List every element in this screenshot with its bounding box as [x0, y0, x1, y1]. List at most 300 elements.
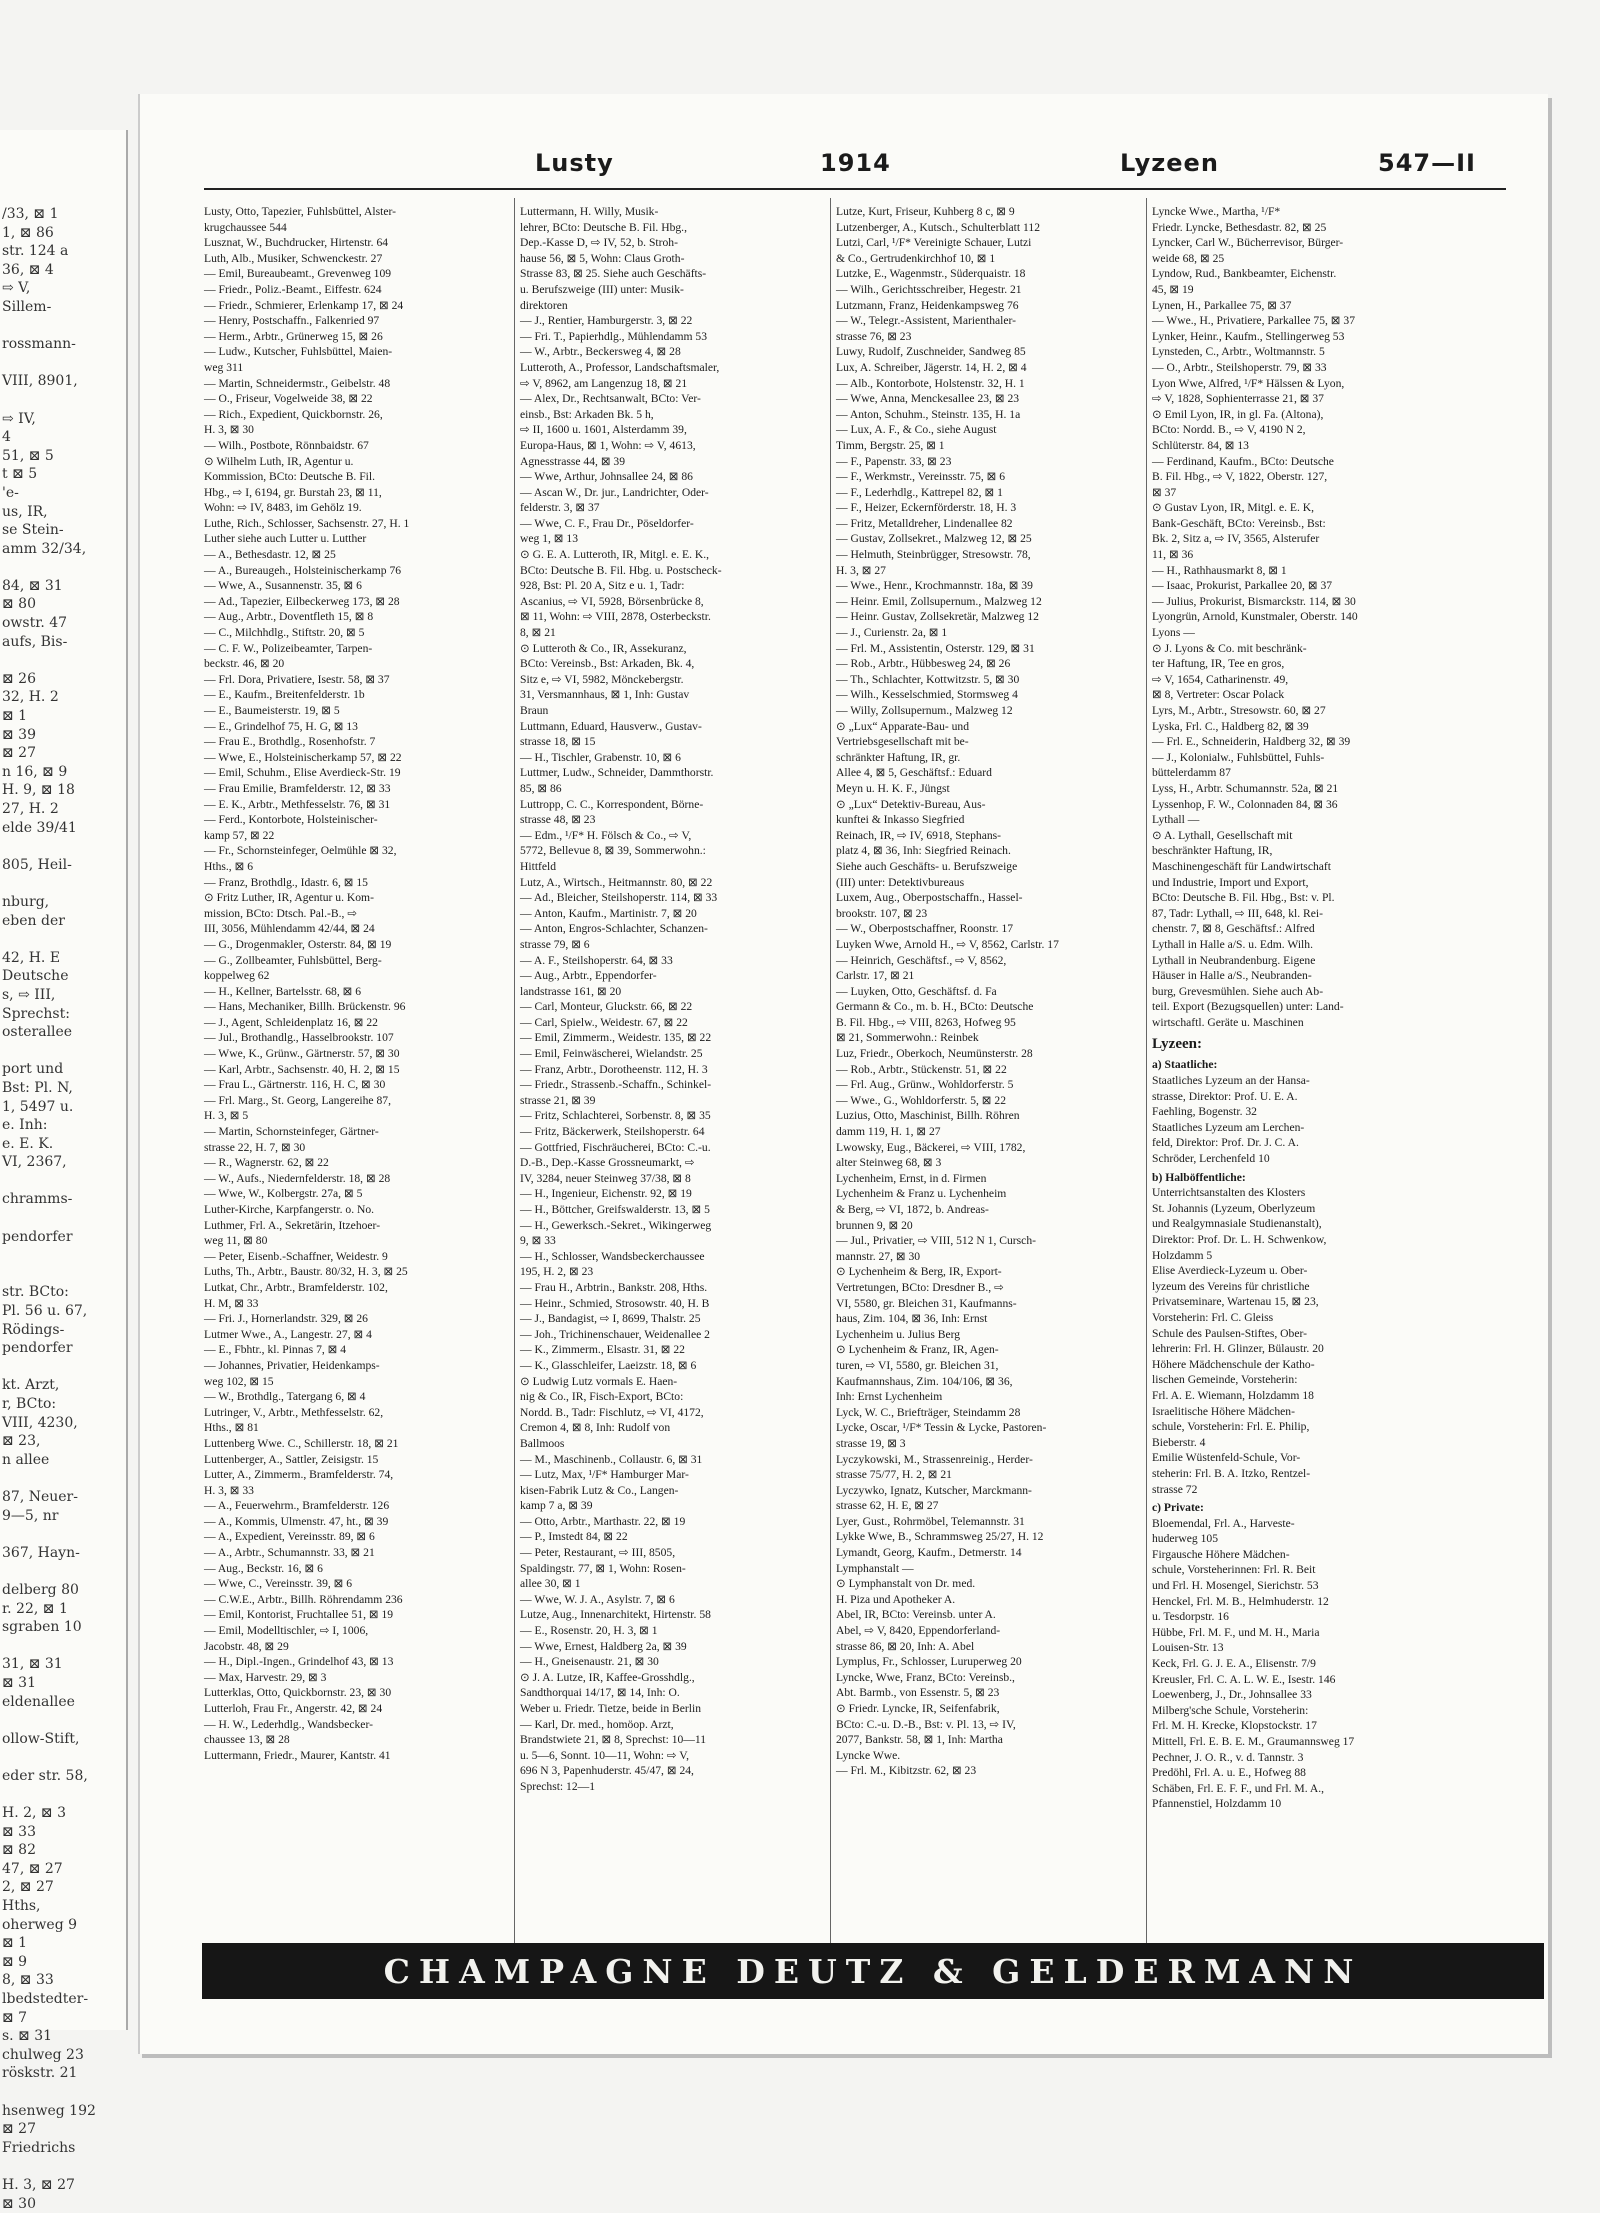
directory-entry-line: — Ad., Tapezier, Eilbeckerweg 173, ⊠ 28	[204, 594, 400, 608]
directory-entry-line: Cremon 4, ⊠ 8, Inh: Rudolf von	[520, 1421, 671, 1435]
directory-entry-line: — H. W., Lederhdlg., Wandsbecker-	[204, 1717, 373, 1731]
directory-entry-line: Brandstwiete 21, ⊠ 8, Sprechst: 10—11	[520, 1733, 707, 1747]
directory-entry-line: 42, H. E	[2, 949, 61, 966]
directory-entry-line: Abt. Barmb., von Essenstr. 5, ⊠ 23	[836, 1686, 1000, 1700]
directory-entry-line: VI, 2367,	[2, 1154, 67, 1171]
directory-entry-line: Holzdamm 5	[1152, 1248, 1213, 1262]
directory-entry-line: t ⊠ 5	[2, 466, 38, 483]
directory-entry-line: strasse 75/77, H. 2, ⊠ 21	[836, 1468, 952, 1482]
directory-entry-line: Lyons —	[1152, 626, 1195, 640]
directory-entry-line: — Frl. Aug., Grünw., Wohldorferstr. 5	[836, 1078, 1014, 1092]
directory-entry-line: kamp 7 a, ⊠ 39	[520, 1499, 593, 1513]
directory-entry-line: ⇨ V, 8962, am Langenzug 18, ⊠ 21	[520, 376, 688, 390]
directory-entry-line: Lyss, H., Arbtr. Schumannstr. 52a, ⊠ 21	[1152, 781, 1339, 795]
directory-entry-line: — Ferdinand, Kaufm., BCto: Deutsche	[1152, 454, 1334, 468]
directory-entry-line: — G., Drogenmakler, Osterstr. 84, ⊠ 19	[204, 937, 392, 951]
directory-entry-line: kisen-Fabrik Lutz & Co., Langen-	[520, 1483, 679, 1497]
directory-entry-line: — Wwe, C. F., Frau Dr., Pöseldorfer-	[520, 516, 694, 530]
directory-entry-line: 8, ⊠ 33	[2, 1972, 54, 1989]
directory-entry-line: Lythall —	[1152, 813, 1200, 827]
directory-entry-line: Luttmann, Eduard, Hausverw., Gustav-	[520, 719, 702, 733]
directory-entry-line: Lutkat, Chr., Arbtr., Bramfelderstr. 102,	[204, 1280, 388, 1294]
directory-entry-line: — J., Bandagist, ⇨ I, 8699, Thalstr. 25	[520, 1312, 701, 1326]
directory-entry-line: weide 68, ⊠ 25	[1152, 251, 1225, 265]
directory-entry-line: — Karl, Dr. med., homöop. Arzt,	[520, 1717, 674, 1731]
directory-entry-line: ⊙ „Lux“ Detektiv-Bureau, Aus-	[836, 797, 986, 811]
directory-entry-line: Lutzenberger, A., Kutsch., Schulterblatt 112	[836, 220, 1040, 234]
directory-entry-line: Friedr. Lyncke, Bethesdastr. 82, ⊠ 25	[1152, 220, 1327, 234]
directory-entry-line: — H., Ingenieur, Eichenstr. 92, ⊠ 19	[520, 1187, 692, 1201]
directory-entry-line: delberg 80	[2, 1581, 79, 1598]
directory-entry-line	[2, 1785, 126, 1804]
directory-entry-line: Schule des Paulsen-Stiftes, Ober-	[1152, 1326, 1307, 1340]
directory-entry-line: — Wwe, W. J. A., Asylstr. 7, ⊠ 6	[520, 1592, 675, 1606]
directory-entry-line: Meyn u. H. K. F., Jüngst	[836, 781, 950, 795]
directory-entry-line: Lutmer Wwe., A., Langestr. 27, ⊠ 4	[204, 1327, 372, 1341]
directory-entry-line: ⇨ V,	[2, 280, 31, 297]
directory-entry-line: Schlüterstr. 84, ⊠ 13	[1152, 438, 1249, 452]
directory-entry-line: ⊠ 27	[2, 745, 36, 762]
directory-entry-line: H. 3, ⊠ 27	[2, 2176, 75, 2193]
directory-entry-line	[2, 1358, 126, 1377]
directory-entry-line: direktoren	[520, 298, 568, 312]
directory-entry-line: VIII, 4230,	[2, 1414, 78, 1431]
directory-entry-line: — H., Böttcher, Greifswalderstr. 13, ⊠ 5	[520, 1203, 710, 1216]
directory-entry-line: Pechner, J. O. R., v. d. Tannstr. 3	[1152, 1750, 1304, 1764]
directory-entry-line: BCto: Vereinsb., Bst: Arkaden, Bk. 4,	[520, 657, 695, 671]
directory-entry-line: ⊙ Gustav Lyon, IR, Mitgl. e. E. K,	[1152, 501, 1315, 515]
directory-entry-line: — Fri. J., Hornerlandstr. 329, ⊠ 26	[204, 1312, 368, 1326]
directory-entry-line: ⊠ 1	[2, 1935, 28, 1952]
directory-entry-line: einsb., Bst: Arkaden Bk. 5 h,	[520, 407, 654, 421]
directory-entry-line: owstr. 47	[2, 615, 68, 632]
directory-entry-line: Lyssenhop, F. W., Colonnaden 84, ⊠ 36	[1152, 797, 1338, 811]
directory-entry-line: röskstr. 21	[2, 2065, 78, 2082]
directory-entry-line: — Emil, Schuhm., Elise Averdieck-Str. 19	[204, 766, 401, 780]
directory-entry-line: strasse 48, ⊠ 23	[520, 813, 596, 827]
directory-entry-line: — Karl, Arbtr., Sachsenstr. 40, H. 2, ⊠ 15	[204, 1062, 400, 1076]
directory-entry-line: ⊠ 21, Sommerwohn.: Reinbek	[836, 1031, 979, 1045]
directory-entry-line: Lythall in Neubrandenburg. Eigene	[1152, 953, 1316, 967]
directory-entry-line: — Jul., Privatier, ⇨ VIII, 512 N 1, Cursch-	[836, 1234, 1036, 1248]
directory-entry-line: /33, ⊠ 1	[2, 206, 59, 222]
directory-entry-line: ⊠ 33	[2, 1823, 36, 1840]
directory-entry-line: mannstr. 27, ⊠ 30	[836, 1249, 921, 1263]
directory-entry-line: Lynen, H., Parkallee 75, ⊠ 37	[1152, 298, 1292, 312]
directory-entry-line: — Gustav, Zollsekret., Malzweg 12, ⊠ 25	[836, 532, 1032, 546]
directory-entry-line: Loewenberg, J., Dr., Johnsallee 33	[1152, 1688, 1312, 1702]
directory-entry-line: — Edm., ¹/F* H. Fölsch & Co., ⇨ V,	[520, 828, 692, 842]
directory-entry-line: beschränkter Haftung, IR,	[1152, 844, 1273, 858]
directory-entry-line: 928, Bst: Pl. 20 A, Sitz e u. 1, Tadr:	[520, 579, 685, 593]
directory-entry-line: Lutterloh, Frau Fr., Angerstr. 42, ⊠ 24	[204, 1702, 383, 1715]
directory-entry-line: — O., Friseur, Vogelweide 38, ⊠ 22	[204, 392, 373, 406]
directory-entry-line: Carlstr. 17, ⊠ 21	[836, 969, 915, 983]
page-header	[140, 149, 1548, 189]
directory-entry-line: Henckel, Frl. M. B., Helmhuderstr. 12	[1152, 1594, 1329, 1608]
directory-entry-line: — F., Papenstr. 33, ⊠ 23	[836, 454, 952, 468]
directory-entry-line: strasse 72	[1152, 1482, 1198, 1496]
column-4	[1152, 204, 1492, 1812]
directory-entry-line: VIII, 8901,	[2, 373, 78, 390]
directory-entry-line: — Henry, Postschaffn., Falkenried 97	[204, 314, 380, 328]
directory-entry-line: us, IR,	[2, 503, 48, 520]
directory-entry-line: Maschinengeschäft für Landwirtschaft	[1152, 859, 1331, 873]
directory-entry-line: Lychenheim u. Julius Berg	[836, 1327, 961, 1341]
directory-entry-line	[2, 2157, 126, 2176]
directory-entry-line: ⊙ Lutteroth & Co., IR, Assekuranz,	[520, 641, 687, 655]
directory-entry-line: se Stein-	[2, 522, 64, 539]
directory-entry-line: — Wwe., H., Privatiere, Parkallee 75, ⊠ 37	[1152, 314, 1355, 328]
directory-entry-line: schule, Vorsteherin: Frl. E. Philip,	[1152, 1420, 1310, 1434]
directory-entry-line: — Ascan W., Dr. jur., Landrichter, Oder-	[520, 485, 709, 499]
directory-entry-line	[2, 391, 126, 410]
directory-entry-line: — F., Heizer, Eckernförderstr. 18, H. 3	[836, 501, 1017, 515]
directory-entry-line: — C. F. W., Polizeibeamter, Tarpen-	[204, 641, 373, 655]
directory-entry-line: H. 3, ⊠ 33	[204, 1483, 254, 1497]
directory-entry-line: — A. F., Steilshoperstr. 64, ⊠ 33	[520, 953, 673, 967]
directory-entry-line: Luyken Wwe, Arnold H., ⇨ V, 8562, Carlstr. 17	[836, 937, 1059, 951]
directory-entry-line: Emilie Wüstenfeld-Schule, Vor-	[1152, 1451, 1301, 1465]
directory-entry-line: 31, ⊠ 31	[2, 1656, 63, 1673]
directory-entry-line: Bank-Geschäft, BCto: Vereinsb., Bst:	[1152, 516, 1326, 530]
directory-entry-line: — Frau Emilie, Bramfelderstr. 12, ⊠ 33	[204, 781, 391, 795]
directory-entry-line: ⊠ 1	[2, 708, 28, 725]
directory-entry-line	[2, 1469, 126, 1488]
directory-entry-line: Bloemendal, Frl. A., Harvestе-	[1152, 1516, 1295, 1530]
directory-entry-line: Siehe auch Geschäfts- u. Berufszweige	[836, 859, 1018, 873]
directory-entry-line: Pl. 56 u. 67,	[2, 1303, 88, 1320]
directory-entry-line: Lykke Wwe, B., Schrammsweg 25/27, H. 12	[836, 1530, 1044, 1544]
directory-entry-line: — K., Zimmerm., Elsastr. 31, ⊠ 22	[520, 1343, 685, 1357]
directory-entry-line: Staatliches Lyzeum am Lerchen-	[1152, 1120, 1305, 1134]
directory-entry-line: H. M, ⊠ 33	[204, 1296, 259, 1310]
directory-entry-line: — Wwe, A., Susannenstr. 35, ⊠ 6	[204, 579, 362, 593]
directory-entry-line: — Peter, Restaurant, ⇨ III, 8505,	[520, 1546, 676, 1560]
directory-entry-line: — A., Expedient, Vereinsstr. 89, ⊠ 6	[204, 1530, 375, 1544]
directory-entry-line: Lwowsky, Eug., Bäckerei, ⇨ VIII, 1782,	[836, 1140, 1026, 1154]
directory-entry-line: ⊙ Wilhelm Luth, IR, Agentur u.	[204, 454, 354, 468]
directory-entry-line: büttelerdamm 87	[1152, 766, 1231, 780]
directory-entry-line: — Anton, Kaufm., Martinistr. 7, ⊠ 20	[520, 906, 697, 920]
directory-entry-line: Lyndow, Rud., Bankbeamter, Eichenstr.	[1152, 267, 1337, 281]
directory-entry-line: — Willy, Zollsupernum., Malzweg 12	[836, 704, 1013, 717]
directory-entry-line: — H., Schlosser, Wandsbeckerchaussee	[520, 1249, 705, 1263]
directory-entry-line: — W., Arbtr., Beckersweg 4, ⊠ 28	[520, 345, 681, 359]
directory-entry-line: weg 11, ⊠ 80	[204, 1234, 268, 1248]
directory-entry-line: ⊙ Lychenheim & Franz, IR, Agen-	[836, 1343, 999, 1357]
directory-entry-line: — Frl. E., Schneiderin, Haldberg 32, ⊠ 39	[1152, 735, 1351, 749]
directory-entry-line: mission, BCto: Dtsch. Pal.-B., ⇨	[204, 906, 358, 920]
directory-entry-line: — Gottfried, Fischräucherei, BCto: C.-u.	[520, 1140, 711, 1154]
directory-entry-line: brookstr. 107, ⊠ 23	[836, 906, 928, 920]
directory-entry-line: sgraben 10	[2, 1619, 82, 1636]
directory-entry-line: — Ferd., Kontorbote, Holsteinischer-	[204, 813, 378, 827]
directory-entry-line: krugchaussee 544	[204, 220, 287, 234]
directory-entry-line: — J., Kolonialw., Fuhlsbüttel, Fuhls-	[1152, 750, 1325, 764]
directory-entry-line: Lyer, Gust., Rohrmöbel, Telemannstr. 31	[836, 1514, 1025, 1528]
directory-entry-line: strasse 21, ⊠ 39	[520, 1093, 596, 1107]
directory-entry-line: ⇨ IV,	[2, 410, 36, 427]
directory-entry-line: Lutteroth, A., Professor, Landschaftsmaler,	[520, 360, 720, 374]
directory-entry-line: Lutzke, E., Wagenmstr., Süderquaistr. 18	[836, 267, 1026, 281]
directory-entry-line: Lycke, Oscar, ¹/F* Tessin & Lycke, Pastoren-	[836, 1421, 1047, 1435]
directory-entry-line: — Wwe, E., Holsteinischerkamp 57, ⊠ 22	[204, 750, 402, 764]
adjacent-page-fragment	[0, 130, 128, 2212]
directory-entry-line: Kommission, BCto: Deutsche B. Fil.	[204, 470, 376, 484]
directory-entry-line: Pfannenstiel, Holzdamm 10	[1152, 1797, 1282, 1811]
directory-entry-line: — Wwe, W., Kolbergstr. 27a, ⊠ 5	[204, 1187, 363, 1201]
directory-entry-line: strasse, Direktor: Prof. U. E. A.	[1152, 1089, 1298, 1103]
directory-entry-line: pendorfer	[2, 1228, 73, 1245]
directory-entry-line: Frl. A. E. Wiemann, Holzdamm 18	[1152, 1388, 1314, 1402]
directory-entry-line: 31, Versmannhaus, ⊠ 1, Inh: Gustav	[520, 688, 690, 702]
directory-entry-line: — Fr., Schornsteinfeger, Oelmühle ⊠ 32,	[204, 844, 397, 858]
directory-entry-line: — Frl. M., Kibitzstr. 62, ⊠ 23	[836, 1764, 977, 1778]
directory-entry-line	[2, 1562, 126, 1581]
directory-entry-line	[2, 1246, 126, 1265]
directory-entry-line: Lychenheim, Ernst, in d. Firmen	[836, 1171, 987, 1185]
directory-entry-line: Abel, ⇨ V, 8420, Eppendorferland-	[836, 1624, 1001, 1638]
directory-entry-line: — W., Oberpostschaffner, Roonstr. 17	[836, 922, 1014, 936]
directory-entry-line: — H., Gewerksch.-Sekret., Wikingerweg	[520, 1218, 712, 1232]
directory-entry-line: strasse 18, ⊠ 15	[520, 735, 596, 749]
directory-entry-line: Europa-Haus, ⊠ 1, Wohn: ⇨ V, 4613,	[520, 438, 696, 452]
directory-entry-line: Lusznat, W., Buchdrucker, Hirtenstr. 64	[204, 236, 389, 250]
directory-entry-line: — Isaac, Prokurist, Parkallee 20, ⊠ 37	[1152, 579, 1333, 593]
directory-entry-line: Elise Averdieck-Lyzeum u. Ober-	[1152, 1264, 1308, 1278]
directory-entry-line: Firgausche Höhere Mädchen-	[1152, 1547, 1290, 1561]
directory-entry-line: Hbg., ⇨ I, 6194, gr. Burstah 23, ⊠ 11,	[204, 485, 382, 499]
directory-entry-line: Bieberstr. 4	[1152, 1435, 1206, 1449]
directory-entry-line: r. 22, ⊠ 1	[2, 1600, 68, 1617]
directory-entry-line: — C., Milchhdlg., Stiftstr. 20, ⊠ 5	[204, 626, 365, 640]
directory-entry-line: oherweg 9	[2, 1916, 78, 1933]
directory-entry-line: — M., Maschinenb., Collaustr. 6, ⊠ 31	[520, 1452, 703, 1466]
directory-entry-line: 45, ⊠ 19	[1152, 282, 1194, 296]
header-year: 1914	[820, 149, 891, 177]
directory-entry-line: ⊙ Emil Lyon, IR, in gl. Fa. (Altona),	[1152, 407, 1324, 421]
directory-entry-line: Hübbe, Frl. M. F., und M. H., Maria	[1152, 1625, 1320, 1639]
directory-entry-line: — W., Telegr.-Assistent, Marienthaler-	[836, 314, 1017, 328]
directory-entry-line: — Rob., Arbtr., Stückenstr. 51, ⊠ 22	[836, 1062, 1007, 1076]
directory-entry-line: nig & Co., IR, Fisch-Export, BCto:	[520, 1390, 684, 1404]
directory-entry-line: — J., Rentier, Hamburgerstr. 3, ⊠ 22	[520, 314, 693, 328]
directory-entry-line: Abel, IR, BCto: Vereinsb. unter A.	[836, 1608, 996, 1622]
directory-entry-line: ⊠ 30	[2, 2195, 36, 2212]
directory-entry-line	[2, 1042, 126, 1061]
directory-entry-line: Kreusler, Frl. C. A. L. W. E., Isestr. 146	[1152, 1672, 1336, 1686]
directory-entry-line: r, BCto:	[2, 1396, 57, 1412]
directory-entry-line: 'e-	[2, 484, 19, 501]
directory-entry-line: Luttermann, Friedr., Maurer, Kantstr. 41	[204, 1748, 391, 1762]
directory-entry-line: Luttenberg Wwe. C., Schillerstr. 18, ⊠ 21	[204, 1436, 399, 1450]
directory-entry-line: Lyncke Wwe., Martha, ¹/F*	[1152, 205, 1281, 218]
directory-entry-line: turen, ⇨ VI, 5580, gr. Bleichen 31,	[836, 1358, 999, 1372]
directory-entry-line: ⊠ 9	[2, 1953, 28, 1970]
directory-entry-line: — E., Kaufm., Breitenfelderstr. 1b	[204, 688, 365, 702]
directory-entry-line: u. 5—6, Sonnt. 10—11, Wohn: ⇨ V,	[520, 1748, 690, 1762]
directory-entry-line: — Fri. T., Papierhdlg., Mühlendamm 53	[520, 329, 707, 343]
directory-entry-line: 32, H. 2	[2, 689, 59, 706]
directory-entry-line: Sillem-	[2, 298, 52, 315]
directory-entry-line: Lyongrün, Arnold, Kunstmaler, Oberstr. 140	[1152, 610, 1358, 624]
directory-entry-line: 9—5, nr	[2, 1507, 59, 1524]
directory-entry-line: ⊠ 31	[2, 1674, 36, 1691]
directory-entry-line: lbedstedter-	[2, 1991, 89, 2007]
directory-entry-line: — Franz, Brothdlg., Idastr. 6, ⊠ 15	[204, 875, 368, 889]
directory-entry-line	[2, 651, 126, 670]
directory-entry-line: Lymphanstalt —	[836, 1561, 914, 1575]
directory-entry-line: Hittfeld	[520, 859, 557, 873]
directory-entry-line: Lythall in Halle a/S. u. Edm. Wilh.	[1152, 937, 1313, 951]
directory-entry-line	[2, 558, 126, 577]
directory-entry-line: kunftei & Inkasso Siegfried	[836, 813, 965, 827]
directory-entry-line: ⊙ Fritz Luther, IR, Agentur u. Kom-	[204, 891, 374, 905]
directory-entry-line: Lusty, Otto, Tapezier, Fuhlsbüttel, Alster-	[204, 205, 397, 218]
directory-entry-line: — J., Curienstr. 2a, ⊠ 1	[836, 626, 948, 640]
directory-entry-line: chaussee 13, ⊠ 28	[204, 1733, 290, 1747]
directory-page	[138, 94, 1548, 2054]
directory-entry-line	[2, 2083, 126, 2102]
directory-entry-line: 2077, Bankstr. 58, ⊠ 1, Inh: Martha	[836, 1733, 1003, 1747]
directory-entry-line: ⊙ J. A. Lutze, IR, Kaffee-Grosshdlg.,	[520, 1670, 695, 1684]
directory-entry-line: — Wwe, Anna, Menckesallee 23, ⊠ 23	[836, 392, 1020, 406]
directory-entry-line: Lyncker, Carl W., Bücherrevisor, Bürger-	[1152, 236, 1344, 250]
directory-entry-line: 8, ⊠ 21	[520, 626, 556, 640]
directory-entry-line: Lychenheim & Franz u. Lychenheim	[836, 1187, 1007, 1201]
column-divider	[830, 198, 831, 1958]
directory-entry-line: Luther-Kirche, Karpfangerstr. o. No.	[204, 1203, 375, 1216]
directory-entry-line: — Martin, Schneidermstr., Geibelstr. 48	[204, 376, 391, 390]
directory-entry-line: Luttmer, Ludw., Schneider, Dammthorstr.	[520, 766, 714, 780]
directory-entry-line: s, ⇨ III,	[2, 986, 56, 1003]
directory-entry-line: Lutringer, V., Arbtr., Methfesselstr. 62,	[204, 1405, 384, 1419]
directory-entry-line: Nordd. B., Tadr: Fischlutz, ⇨ VI, 4172,	[520, 1405, 704, 1419]
directory-entry-line: Luth, Alb., Musiker, Schwenckestr. 27	[204, 251, 383, 265]
directory-entry-line: u. Berufszweige (III) unter: Musik-	[520, 282, 684, 296]
directory-entry-line	[2, 1711, 126, 1730]
directory-entry-line: rossmann-	[2, 336, 76, 353]
directory-entry-line: H. 3, ⊠ 30	[204, 423, 254, 437]
directory-entry-line: Inh: Ernst Lychenheim	[836, 1390, 943, 1404]
directory-entry-line: Lux, A. Schreiber, Jägerstr. 14, H. 2, ⊠ 4	[836, 360, 1027, 374]
directory-entry-line: und Frl. H. Mosengel, Sierichstr. 53	[1152, 1579, 1319, 1593]
directory-entry-line: — E., Rosenstr. 20, H. 3, ⊠ 1	[520, 1624, 658, 1638]
directory-entry-line: feld, Direktor: Prof. Dr. J. C. A.	[1152, 1136, 1299, 1150]
directory-entry-line: Lutzi, Carl, ¹/F* Vereinigte Schauer, Lutzi	[836, 236, 1032, 250]
directory-entry-line	[2, 317, 126, 336]
directory-entry-line: Faehling, Bogenstr. 32	[1152, 1105, 1257, 1119]
directory-entry-line: — Wwe., G., Wohldorferstr. 5, ⊠ 22	[836, 1093, 1006, 1107]
directory-entry-line: Vertriebsgesellschaft mit be-	[836, 735, 969, 749]
directory-entry-line: ⊠ 23,	[2, 1433, 41, 1450]
directory-entry-line: Sprechst: 12—1	[520, 1779, 596, 1793]
section-subheading: c) Private:	[1152, 1501, 1204, 1515]
directory-entry-line: Sprechst:	[2, 1005, 70, 1022]
directory-entry-line: 367, Hayn-	[2, 1544, 80, 1561]
directory-entry-line: strasse 76, ⊠ 23	[836, 329, 912, 343]
directory-entry-line: brunnen 9, ⊠ 20	[836, 1218, 913, 1232]
directory-entry-line: — R., Wagnerstr. 62, ⊠ 22	[204, 1156, 329, 1170]
directory-entry-line: — Frl. M., Assistentin, Osterstr. 129, ⊠ 31	[836, 641, 1035, 655]
directory-entry-line: — E., Grindelhof 75, H. G, ⊠ 13	[204, 719, 358, 733]
directory-entry-line: — Emil, Bureaubeamt., Grevenweg 109	[204, 267, 392, 281]
directory-entry-line: 696 N 3, Papenhuderstr. 45/47, ⊠ 24,	[520, 1764, 694, 1778]
directory-entry-line: strasse 86, ⊠ 20, Inh: A. Abel	[836, 1639, 975, 1653]
directory-entry-line: — Alex, Dr., Rechtsanwalt, BCto: Ver-	[520, 392, 701, 406]
directory-entry-line: Bk. 2, Sitz a, ⇨ IV, 3565, Alsterufer	[1152, 532, 1320, 546]
directory-entry-line: — Hans, Mechaniker, Billh. Brückenstr. 96	[204, 1000, 406, 1014]
directory-entry-line: haus, Zim. 104, ⊠ 36, Inh: Ernst	[836, 1312, 988, 1326]
directory-entry-line	[2, 837, 126, 856]
directory-entry-line: — A., Bureaugeh., Holsteinischerkamp 76	[204, 563, 402, 577]
directory-entry-line: 47, ⊠ 27	[2, 1860, 63, 1877]
directory-entry-line: elde 39/41	[2, 819, 77, 836]
directory-entry-line: Lymplus, Fr., Schlosser, Luruperweg 20	[836, 1655, 1022, 1669]
directory-entry-line: — Emil, Feinwäscherei, Wielandstr. 25	[520, 1047, 703, 1061]
directory-entry-line: Unterrichtsanstalten des Klosters	[1152, 1186, 1306, 1200]
column-2	[520, 204, 820, 1795]
directory-entry-line: — Johannes, Privatier, Heidenkamps-	[204, 1358, 380, 1372]
directory-entry-line: burg, Grevesmühlen. Siehe auch Ab-	[1152, 984, 1324, 998]
directory-entry-line: strasse 62, H. E, ⊠ 27	[836, 1499, 939, 1513]
directory-entry-line: H. 3, ⊠ 27	[836, 563, 886, 577]
directory-entry-line: — Carl, Spielw., Weidestr. 67, ⊠ 22	[520, 1015, 688, 1029]
directory-entry-line: e. E. K.	[2, 1135, 54, 1152]
directory-entry-line: — E., Baumeisterstr. 19, ⊠ 5	[204, 704, 340, 717]
directory-entry-line: ⊠ 37	[1152, 485, 1177, 499]
directory-entry-line: — H., Kellner, Bartelsstr. 68, ⊠ 6	[204, 984, 362, 998]
directory-entry-line: BCto: Deutsche B. Fil. Hbg., Bst: v. Pl.	[1152, 891, 1335, 905]
directory-entry-line: B. Fil. Hbg., ⇨ V, 1822, Oberstr. 127,	[1152, 470, 1328, 484]
directory-entry-line: — W., Brothdlg., Tatergang 6, ⊠ 4	[204, 1390, 366, 1404]
directory-entry-line: platz 4, ⊠ 36, Inh: Siegfried Reinach.	[836, 844, 1011, 858]
directory-entry-line: Lyska, Frl. C., Haldberg 82, ⊠ 39	[1152, 719, 1309, 733]
column-divider	[514, 198, 515, 1958]
directory-entry-line: kt. Arzt,	[2, 1377, 60, 1394]
directory-entry-line: ⊙ Friedr. Lyncke, IR, Seifenfabrik,	[836, 1702, 1000, 1715]
directory-entry-line: — W., Aufs., Niedernfelderstr. 18, ⊠ 28	[204, 1171, 391, 1185]
directory-entry-line: ⊠ 11, Wohn: ⇨ VIII, 2878, Osterbeckstr.	[520, 610, 711, 624]
directory-entry-line: — E., Fbhtr., kl. Pinnas 7, ⊠ 4	[204, 1343, 347, 1357]
directory-entry-line: Weber u. Friedr. Tietze, beide in Berlin	[520, 1702, 701, 1715]
directory-entry-line: Ascanius, ⇨ VI, 5928, Börsenbrücke 8,	[520, 594, 704, 608]
directory-entry-line: Schäben, Frl. E. F. F., und Frl. M. A.,	[1152, 1781, 1325, 1795]
directory-entry-line: — H., Tischler, Grabenstr. 10, ⊠ 6	[520, 750, 681, 764]
directory-entry-line: 1, 5497 u.	[2, 1098, 74, 1115]
directory-entry-line: — Herm., Arbtr., Grünerweg 15, ⊠ 26	[204, 329, 383, 343]
directory-entry-line: 1, ⊠ 86	[2, 224, 54, 241]
directory-entry-line: 87, Tadr: Lythall, ⇨ III, 648, kl. Rei-	[1152, 906, 1323, 920]
directory-entry-line: H. Piza und Apotheker A.	[836, 1592, 956, 1606]
directory-entry-line: Luthmer, Frl. A., Sekretärin, Itzehoer-	[204, 1218, 381, 1232]
directory-entry-line: — Rob., Arbtr., Hübbesweg 24, ⊠ 26	[836, 657, 1011, 671]
directory-entry-line: — Fritz, Bäckerwerk, Steilshoperstr. 64	[520, 1125, 705, 1139]
directory-entry-line: Louisen-Str. 13	[1152, 1641, 1224, 1655]
directory-entry-line: strasse 79, ⊠ 6	[520, 937, 590, 951]
directory-entry-line: Luttenberger, A., Sattler, Zeisigstr. 15	[204, 1452, 379, 1466]
directory-entry-line: 85, ⊠ 86	[520, 781, 562, 795]
directory-entry-line: — E. K., Arbtr., Methfesselstr. 76, ⊠ 31	[204, 797, 391, 811]
directory-entry-line: — Frau H., Arbtrin., Bankstr. 208, Hths.	[520, 1280, 708, 1294]
directory-entry-line: — P., Imstedt 84, ⊠ 22	[520, 1530, 628, 1544]
directory-entry-line: Ballmoos	[520, 1436, 565, 1450]
directory-entry-line: ⊠ 27	[2, 2121, 36, 2138]
directory-entry-line: — Ludw., Kutscher, Fuhlsbüttel, Maien-	[204, 345, 393, 359]
directory-entry-line: nburg,	[2, 893, 50, 910]
directory-entry-line: — Wwe, C., Vereinsstr. 39, ⊠ 6	[204, 1577, 353, 1591]
